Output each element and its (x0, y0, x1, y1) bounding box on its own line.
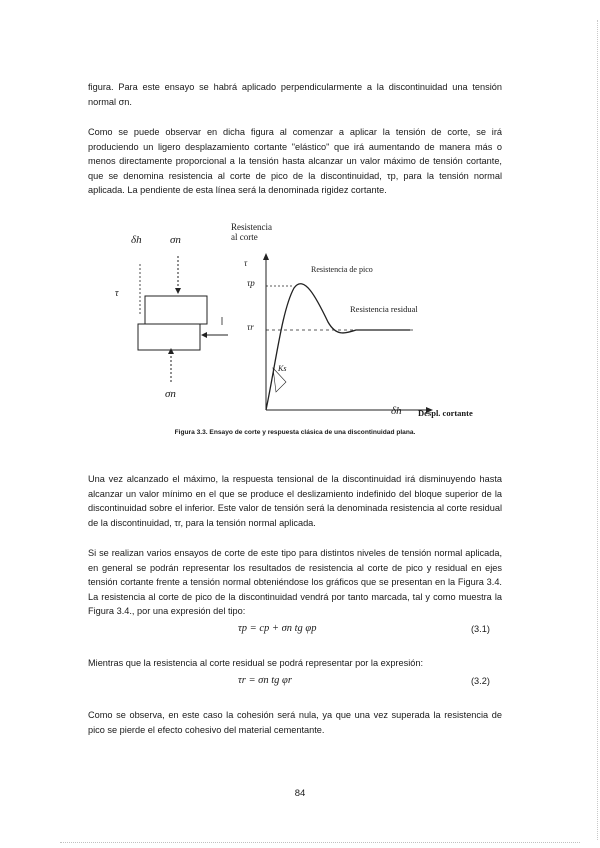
scan-edge (591, 20, 598, 840)
paragraph-residual-expression: Mientras que la resistencia al corte residual se podrá representar por la expresión: (88, 658, 424, 668)
equation-residual-number: (3.2) (471, 676, 490, 686)
sigma-n-bottom-label: σn (165, 388, 176, 400)
slope-label: Ks (278, 364, 287, 373)
paragraph-shear-response: Como se puede observar en dicha figura al comenzar a aplicar la tensión de corte, se irá produciendo un ligero desplazamiento cortante "elástico" que irá aumentando de manera más o menos directamente proporcional a la tensión hasta alcanzar un valor máximo de tensión cortante, que se denomina resistencia al corte de pico de la discontinuidad, τp, para la tensión normal aplicada. La pendiente de esta línea será la denominada rigidez cortante. (88, 127, 502, 196)
figure-caption: Figura 3.3. Ensayo de corte y respuesta clásica de una discontinuidad plana. (174, 429, 416, 436)
figure-shear-test (0, 212, 600, 432)
equation-peak: τp = cp + σn tg φp (238, 623, 317, 634)
lower-block (138, 324, 200, 350)
paragraph-residual: Una vez alcanzado el máximo, la respuesta tensional de la discontinuidad irá disminuyendo hasta alcanzar un valor mínimo en el que se produce el deslizamiento indefinido del bloque superior de la discontinuidad sobre el inferior. Este valor de tensión será la denominada resistencia al corte residual de la discontinuidad, τr, para la tensión normal aplicada. (88, 474, 502, 528)
sigma-n-top-label: σn (170, 234, 181, 246)
equation-peak-number: (3.1) (471, 624, 490, 634)
y-axis-title-2: al corte (231, 232, 258, 242)
y-axis-arrow (263, 253, 269, 260)
paragraph-cohesion: Como se observa, en este caso la cohesión será nula, ya que una vez superada la resistencia de pico se pierde el efecto cohesivo del material cementante. (88, 710, 502, 735)
paragraph-intro: figura. Para este ensayo se habrá aplicado perpendicularmente a la discontinuidad una tensión normal σn. (88, 82, 502, 107)
upper-block (145, 296, 207, 324)
paragraph-tests: Si se realizan varios ensayos de corte de este tipo para distintos niveles de tensión normal aplicada, en general se podrán representar los resultados de resistencia al corte de pico y residual en ejes tensión cortante frente a tensión normal obteniéndose los gráficos que se presentan en la Figura 3.4. La resistencia al corte de pico de la discontinuidad vendrá por tanto marcada, tal y como muestra la Figura 3.4., por una expresión del tipo: (88, 548, 502, 617)
x-axis-symbol: δh (391, 405, 402, 417)
normal-load-arrowhead (175, 288, 181, 294)
tau-r-label: τr (247, 322, 254, 332)
y-axis-title-1: Resistencia (231, 222, 272, 232)
shear-force-arrowhead (201, 332, 207, 338)
y-axis-symbol: τ (244, 258, 248, 268)
page-number: 84 (294, 788, 306, 799)
tau-label-left: τ (115, 288, 119, 299)
residual-strength-label: Resistencia residual (350, 304, 418, 314)
equation-residual: τr = σn tg φr (238, 675, 292, 686)
scan-bottom-edge (60, 842, 580, 844)
shear-response-curve (266, 284, 410, 410)
tau-p-label: τp (247, 278, 255, 288)
x-axis-label: Despl. cortante (418, 408, 473, 418)
delta-h-label: δh (131, 234, 142, 246)
peak-strength-label: Resistencia de pico (311, 265, 373, 274)
